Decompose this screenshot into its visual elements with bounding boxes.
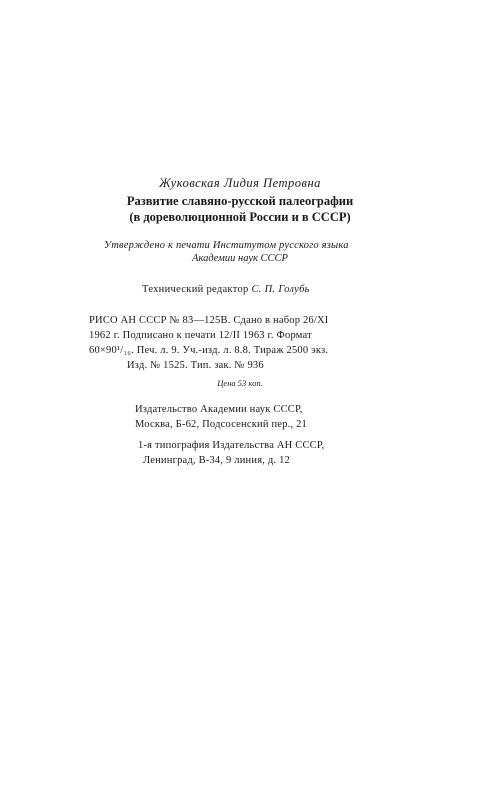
- technical-editor-label: Технический редактор: [142, 284, 249, 295]
- technical-editor-name: С. П. Голубь: [251, 284, 310, 295]
- author-name: Жуковская Лидия Петровна: [159, 176, 321, 190]
- print-details-line-4: Изд. № 1525. Тип. зак. № 936: [127, 360, 264, 371]
- printer-line-2: Ленинград, В-34, 9 линия, д. 12: [143, 455, 290, 466]
- print-details-line-3: 60×90¹/₁₆. Печ. л. 9. Уч.-изд. л. 8.8. Тираж 2500 экз.: [89, 345, 329, 356]
- approval-note-line-1: Утверждено к печати Институтом русского языка: [104, 240, 349, 251]
- technical-editor: [142, 285, 310, 296]
- print-details-line-2: 1962 г. Подписано к печати 12/II 1963 г. Формат: [89, 330, 312, 341]
- approval-note-line-2: Академии наук СССР: [192, 253, 288, 264]
- print-details-line-1: РИСО АН СССР № 83—125В. Сдано в набор 26/XI: [89, 315, 329, 326]
- price: Цена 53 коп.: [217, 378, 263, 388]
- book-title-line-1: Развитие славяно-русской палеографии: [126, 194, 354, 208]
- publisher-line-2: Москва, Б-62, Подсосенский пер., 21: [135, 419, 307, 430]
- publisher-line-1: Издательство Академии наук СССР,: [135, 404, 303, 415]
- printer-line-1: 1-я типография Издательства АН СССР,: [138, 440, 325, 451]
- book-title-line-2: (в дореволюционной России и в СССР): [129, 210, 351, 224]
